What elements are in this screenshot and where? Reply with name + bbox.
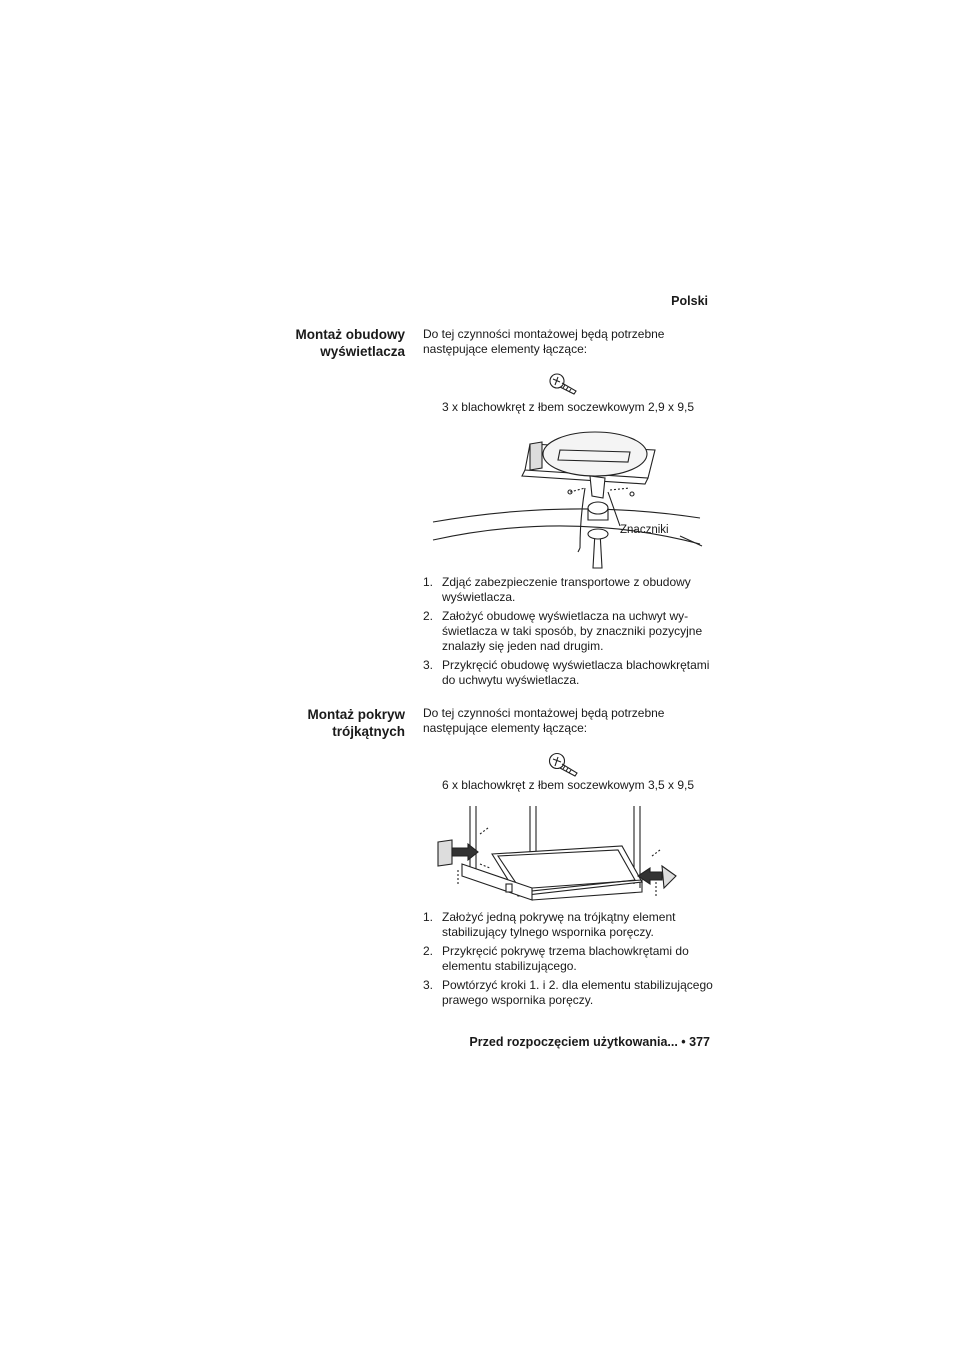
steps-list-display [423, 575, 713, 692]
intro-line: Do tej czynności montażowej będą potrzebne [423, 327, 665, 341]
screw-caption: 6 x blachowkręt z łbem soczewkowym 3,5 x 9,5 [441, 778, 695, 792]
step-text [442, 575, 713, 605]
heading-line: trójkątnych [332, 724, 405, 739]
heading-line: Montaż obudowy [295, 327, 405, 342]
page-footer: Przed rozpoczęciem użytkowania... • 377 [469, 1035, 710, 1049]
screw-icon [548, 372, 582, 396]
list-item [423, 609, 713, 654]
step-line: Założyć obudowę wyświetlacza na uchwyt wy- [442, 609, 689, 623]
display-housing-figure [430, 428, 705, 578]
heading-line: wyświetlacza [320, 344, 405, 359]
markers-label: Znaczniki [620, 524, 669, 536]
step-number: 3. [423, 658, 434, 672]
step-text [442, 658, 713, 688]
step-line: Przykręcić obudowę wyświetlacza blachowkrętami [442, 658, 710, 672]
intro-line: następujące elementy łączące: [423, 342, 588, 356]
screw-icon [548, 752, 582, 778]
step-line: Powtórzyć kroki 1. i 2. dla elementu stabilizującego [442, 978, 713, 992]
list-item [423, 978, 713, 1008]
step-line: świetlacza w taki sposób, by znaczniki pozycyjne [442, 624, 703, 638]
step-number: 2. [423, 944, 434, 958]
step-text [442, 609, 713, 654]
section-intro [423, 327, 713, 357]
list-item [423, 658, 713, 688]
step-number: 2. [423, 609, 434, 623]
step-line: do uchwytu wyświetlacza. [442, 673, 580, 687]
heading-line: Montaż pokryw [307, 707, 405, 722]
step-number: 3. [423, 978, 434, 992]
step-line: prawego wspornika poręczy. [442, 993, 594, 1007]
list-item [423, 910, 713, 940]
steps-list-covers [423, 910, 713, 1012]
step-line: elementu stabilizującego. [442, 959, 577, 973]
step-number: 1. [423, 910, 434, 924]
intro-line: następujące elementy łączące: [423, 721, 588, 735]
step-line: znalazły się jeden nad drugim. [442, 639, 604, 653]
step-text [442, 978, 713, 1008]
section-heading-display-housing [250, 326, 405, 360]
step-line: Zdjąć zabezpieczenie transportowe z obudowy [442, 575, 691, 589]
step-text [442, 944, 713, 974]
screw-caption: 3 x blachowkręt z łbem soczewkowym 2,9 x 9,5 [441, 400, 695, 414]
section-heading-triangle-covers [250, 706, 405, 740]
step-line: wyświetlacza. [442, 590, 516, 604]
step-text [442, 910, 713, 940]
step-line: Założyć jedną pokrywę na trójkątny element [442, 910, 676, 924]
triangle-covers-figure [432, 804, 682, 904]
step-line: stabilizujący tylnego wspornika poręczy. [442, 925, 654, 939]
language-label: Polski [671, 294, 708, 308]
section-intro [423, 706, 713, 736]
list-item [423, 944, 713, 974]
step-line: Przykręcić pokrywę trzema blachowkrętami do [442, 944, 689, 958]
intro-line: Do tej czynności montażowej będą potrzebne [423, 706, 665, 720]
list-item [423, 575, 713, 605]
step-number: 1. [423, 575, 434, 589]
